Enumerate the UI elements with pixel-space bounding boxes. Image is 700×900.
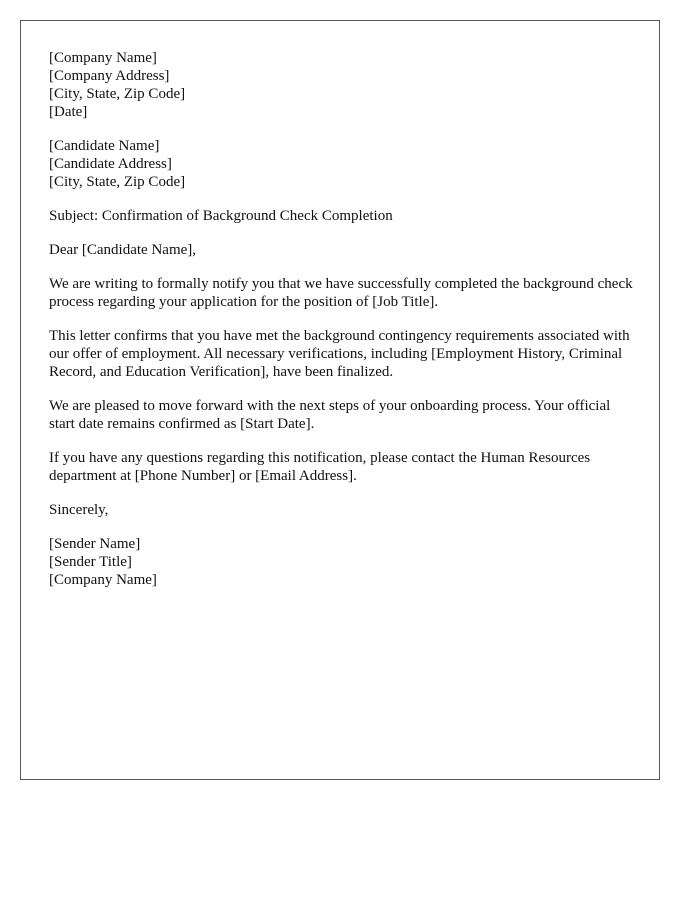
salutation: Dear [Candidate Name],	[49, 242, 197, 258]
sender-company-name: [Company Name]	[49, 50, 157, 66]
sender-address-block	[49, 49, 639, 121]
letter-body	[49, 49, 639, 605]
candidate-name: [Candidate Name]	[49, 138, 160, 154]
sender-city-state-zip: [City, State, Zip Code]	[49, 86, 186, 102]
sender-company-address: [Company Address]	[49, 68, 170, 84]
letter-date: [Date]	[49, 104, 88, 120]
candidate-address: [Candidate Address]	[49, 156, 172, 172]
body-paragraph-confirmation: This letter confirms that you have met the background contingency requirements associated with our offer of employment. All necessary verifications, including [Employment History, Criminal Record, and Education Verification], have been finalized.	[49, 328, 630, 380]
body-paragraph-contact: If you have any questions regarding this notification, please contact the Human Resources department at [Phone Number] or [Email Address].	[49, 450, 591, 484]
recipient-address-block	[49, 137, 639, 191]
signature-block	[49, 535, 639, 589]
sender-title: [Sender Title]	[49, 554, 132, 570]
sender-name: [Sender Name]	[49, 536, 141, 552]
candidate-city-state-zip: [City, State, Zip Code]	[49, 174, 186, 190]
subject-line: Subject: Confirmation of Background Check Completion	[49, 208, 393, 224]
body-paragraph-notification: We are writing to formally notify you that we have successfully completed the background check process regarding your application for the position of [Job Title].	[49, 276, 633, 310]
closing: Sincerely,	[49, 502, 109, 518]
signature-company-name: [Company Name]	[49, 572, 157, 588]
body-paragraph-onboarding: We are pleased to move forward with the next steps of your onboarding process. Your official start date remains confirmed as [Start Date].	[49, 398, 611, 432]
letter-page	[20, 20, 660, 780]
